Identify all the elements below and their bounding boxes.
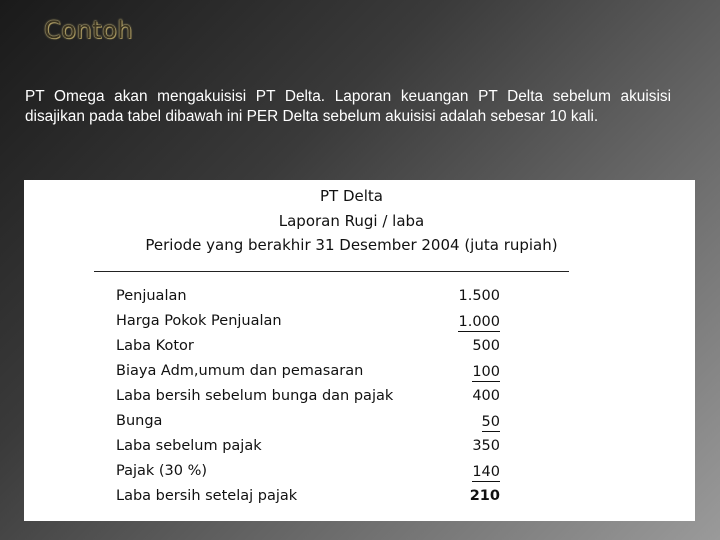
line-item-label: Pajak (30 %) <box>116 463 208 479</box>
line-item-value: 400 <box>472 388 500 404</box>
line-item-bunga <box>116 411 516 436</box>
line-item-value: 50 <box>481 414 500 430</box>
line-item-laba-bersih <box>116 486 516 511</box>
report-items <box>116 286 516 511</box>
report-title: Laporan Rugi / laba <box>278 212 425 230</box>
line-item-value: 100 <box>472 364 500 380</box>
line-item-label: Laba bersih sebelum bunga dan pajak <box>116 388 394 404</box>
line-item-label: Laba Kotor <box>116 338 194 354</box>
line-item-label: Bunga <box>116 413 163 429</box>
line-item-value: 210 <box>469 488 500 504</box>
line-item-label: Harga Pokok Penjualan <box>116 313 282 329</box>
line-item-value: 1.500 <box>458 288 500 304</box>
line-item-hpp <box>116 311 516 336</box>
line-item-label: Laba sebelum pajak <box>116 438 262 454</box>
line-item-value: 500 <box>472 338 500 354</box>
line-item-label: Laba bersih setelaj pajak <box>116 488 298 504</box>
intro-paragraph: PT Omega akan mengakuisisi PT Delta. Laporan keuangan PT Delta sebelum akuisisi disajikan pada tabel dibawah ini PER Delta sebelum akuisisi adalah sebesar 10 kali. <box>25 88 671 125</box>
report-divider <box>94 271 569 272</box>
line-item-ebit <box>116 386 516 411</box>
report-company: PT Delta <box>320 187 383 205</box>
income-statement-image <box>24 180 695 521</box>
line-item-value: 140 <box>472 464 500 480</box>
line-item-ebt <box>116 436 516 461</box>
line-item-label: Penjualan <box>116 288 187 304</box>
slide-title: Contoh <box>44 16 133 44</box>
line-item-biaya <box>116 361 516 386</box>
line-item-value: 350 <box>472 438 500 454</box>
report-period: Periode yang berakhir 31 Desember 2004 (juta rupiah) <box>145 236 558 254</box>
line-item-penjualan <box>116 286 516 311</box>
line-item-pajak <box>116 461 516 486</box>
line-item-value: 1.000 <box>458 314 500 330</box>
line-item-label: Biaya Adm,umum dan pemasaran <box>116 363 364 379</box>
line-item-laba-kotor <box>116 336 516 361</box>
